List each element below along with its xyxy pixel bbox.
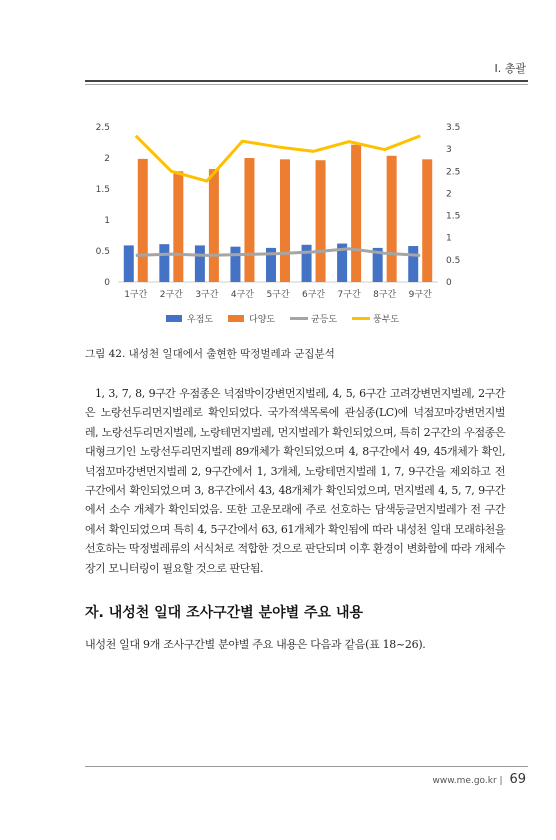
x-tick-label: 8구간 — [373, 290, 397, 300]
bar-diversity — [351, 145, 361, 282]
body-paragraph-block — [85, 384, 505, 578]
y-right-tick-label: 3 — [446, 145, 452, 156]
legend-label-richness: 풍부도 — [373, 315, 400, 325]
legend-label-evenness: 균등도 — [311, 315, 338, 325]
bar-dominance — [159, 244, 169, 282]
header-rule-thin — [85, 84, 528, 85]
body-paragraph: 1, 3, 7, 8, 9구간 우점종은 넉점박이강변먼지벌레, 4, 5, 6구간 고려강변먼지벌레, 2구간은 노랑선두리먼지벌레로 확인되었다. 국가적색목록에 관심종(LC)에 넉점꼬마강변먼지벌레, 노랑선두리먼지벌레, 노랑테먼지벌레, 먼지벌레가 확인되었으며, 특히 2구간의 우점종은 대형크기인 노랑선두리먼지벌레 89개체가 확인되었으며 4, 8구간에서 49, 45개체가 확인, 넉점꼬마강변먼지벌레 2, 9구간에서 1, 3개체, 노랑테먼지벌레 1, 7, 9구간을 제외하고 전 구간에서 확인되었으며 3, 8구간에서 43, 48개체가 확인되었으며, 먼지벌레 4, 5, 7, 9구간에서 소수 개체가 확인되었음. 또한 고운모래에 주로 선호하는 담색둥글먼지벌레가 전 구간에서 확인되었으며 특히 4, 5구간에서 63, 61개체가 확인됨에 따라 내성천 일대 모래하천을 선호하는 딱정벌레류의 서식처로 적합한 것으로 판단되며 이후 환경이 변화함에 따라 개체수 장기 모니터링이 필요할 것으로 판단됨. — [85, 387, 505, 575]
y-left-tick-label: 1.5 — [95, 185, 110, 195]
running-head: I. 총괄 — [494, 62, 526, 75]
legend-label-dominance: 우점도 — [187, 315, 214, 325]
bar-diversity — [280, 159, 290, 282]
section-text: 내성천 일대 9개 조사구간별 분야별 주요 내용은 다음과 같음(표 18~26). — [85, 638, 426, 651]
y-right-tick-label: 2.5 — [446, 167, 461, 178]
x-tick-label: 7구간 — [337, 290, 361, 300]
x-tick-label: 6구간 — [301, 290, 326, 300]
footer-url: www.me.go.kr — [432, 776, 497, 786]
y-right-tick-label: 0 — [446, 278, 452, 288]
footer-rule — [85, 766, 528, 767]
bar-dominance — [124, 245, 134, 282]
y-right-tick-label: 3.5 — [446, 123, 461, 133]
bar-diversity — [387, 156, 397, 282]
legend-swatch-dominance — [166, 315, 182, 322]
y-right-tick-label: 0.5 — [446, 255, 461, 266]
legend-swatch-diversity — [228, 315, 244, 322]
bar-dominance — [230, 247, 240, 282]
bar-dominance — [302, 245, 312, 282]
x-tick-label: 3구간 — [195, 290, 219, 300]
bar-diversity — [244, 158, 254, 282]
y-left-tick-label: 1 — [104, 216, 110, 226]
y-right-tick-label: 1 — [446, 233, 452, 244]
bar-diversity — [138, 159, 148, 282]
header-rule — [85, 80, 528, 82]
series-line-richness — [136, 136, 420, 181]
page-number: 69 — [509, 772, 526, 787]
footer-separator: | — [499, 776, 503, 786]
figure-caption: 그림 42. 내성천 일대에서 출현한 딱정벌레과 군집분석 — [85, 348, 335, 360]
y-left-tick-label: 2.5 — [95, 123, 110, 133]
y-right-tick-label: 2 — [446, 189, 452, 200]
bar-dominance — [195, 245, 205, 282]
x-tick-label: 2구간 — [159, 290, 183, 300]
y-left-tick-label: 2 — [104, 154, 110, 164]
x-tick-label: 5구간 — [266, 290, 290, 300]
community-analysis-chart — [88, 115, 480, 333]
legend-label-diversity: 다양도 — [249, 315, 276, 325]
bar-diversity — [173, 171, 183, 282]
x-tick-label: 4구간 — [230, 290, 255, 300]
bar-dominance — [408, 246, 418, 282]
section-title: 자. 내성천 일대 조사구간별 분야별 주요 내용 — [85, 605, 363, 621]
x-tick-label: 1구간 — [124, 290, 148, 300]
bar-diversity — [316, 160, 326, 282]
x-tick-label: 9구간 — [408, 290, 432, 300]
footer — [433, 772, 526, 787]
y-left-tick-label: 0.5 — [95, 247, 110, 257]
y-left-tick-label: 0 — [104, 278, 110, 288]
bar-diversity — [422, 159, 432, 282]
bar-diversity — [209, 169, 219, 282]
y-right-tick-label: 1.5 — [446, 211, 461, 222]
